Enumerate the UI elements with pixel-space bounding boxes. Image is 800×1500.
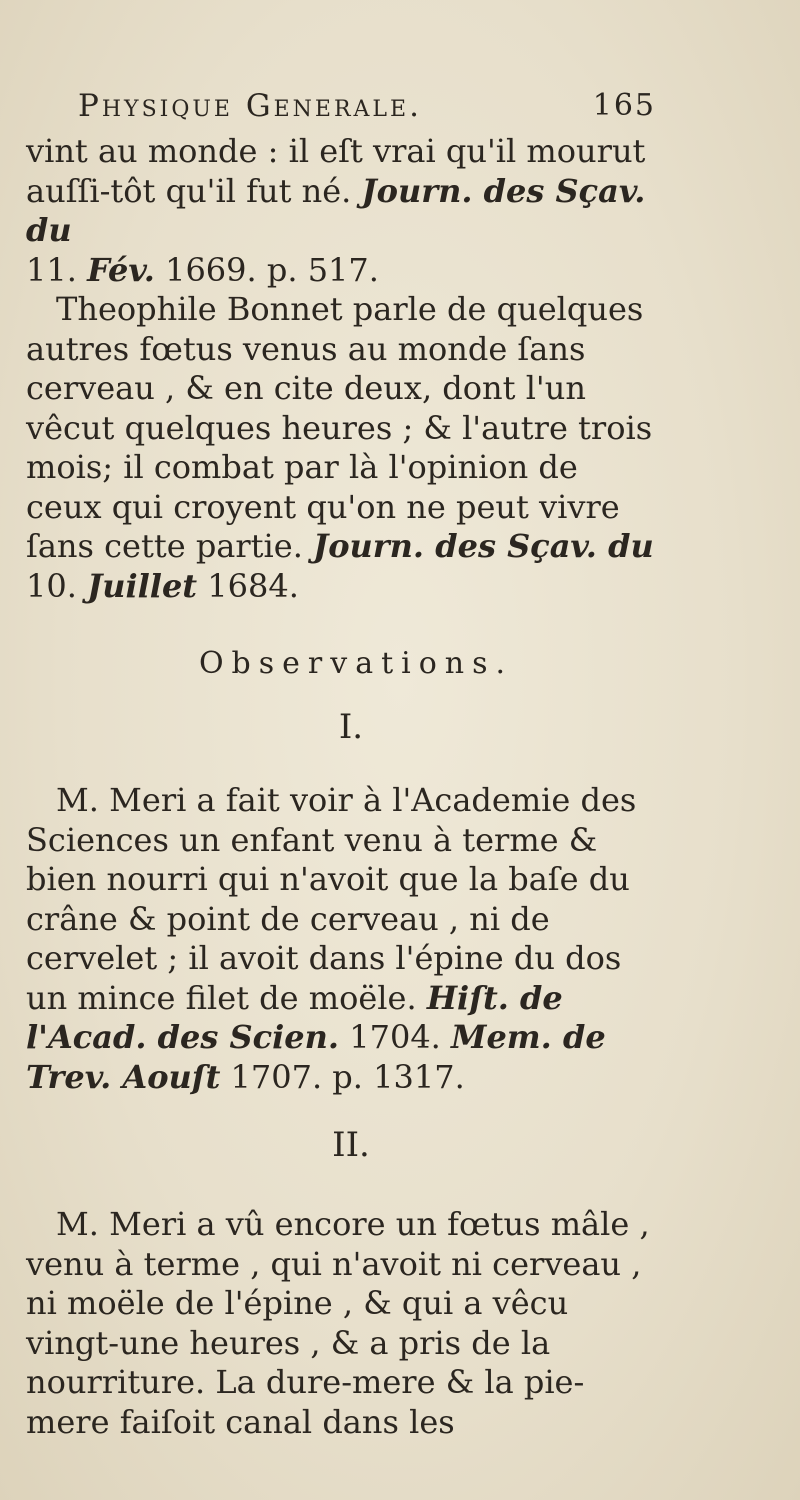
memoirs-reference: Mem. de Trev. Aouſt bbox=[26, 1018, 606, 1096]
observation-number: I. bbox=[338, 707, 364, 747]
paragraph-bonnet: Theophile Bonnet parle de quelques autres fœtus venus au monde ſans cerveau , & en cite deux, dont l'un vêcut quelques heures ; & l'autre trois mois; il combat par là l'opinion de ceux qui croyent qu'on ne peut vivre ſans cette partie. Journ. des Sçav. du 10. Juillet 1684. bbox=[26, 290, 654, 605]
journal-reference-month: Juillet bbox=[87, 566, 198, 605]
section-title: Observations. bbox=[198, 646, 514, 681]
observation-paragraph: M. Meri a fait voir à l'Academie des Sciences un enfant venu à terme & bien nourri qui n'avoit que la baſe du crâne & point de cerveau , ni de cervelet ; il avoit dans l'épine du dos un mince filet de moële. Hiſt. de l'Acad. des Scien. 1704. Mem. de Trev. Aouſt 1707. p. 1317. bbox=[26, 781, 637, 1096]
text-block bbox=[26, 88, 656, 1442]
running-header bbox=[26, 88, 656, 132]
journal-reference-month: Fév. bbox=[87, 250, 155, 289]
history-reference: Hiſt. de l'Acad. des Scien. bbox=[26, 978, 563, 1056]
observation-paragraph: M. Meri a vû encore un fœtus mâle , venu à terme , qui n'avoit ni cerveau , ni moële de l'épine , & qui a vêcu vingt-une heures , & a pris de la nourriture. La dure-mere & la pie-mere faiſoit canal dans les bbox=[26, 1205, 650, 1441]
observation-number: II. bbox=[332, 1125, 370, 1165]
page-number: 165 bbox=[592, 88, 656, 123]
journal-reference: Journ. des Sçav. du bbox=[26, 171, 646, 249]
journal-reference: Journ. des Sçav. du bbox=[313, 527, 654, 565]
running-title: Physique Generale. bbox=[78, 88, 422, 124]
paragraph-continued: vint au monde : il eſt vrai qu'il mourut auſſi-tôt qu'il fut né. Journ. des Sçav. du 11. Fév. 1669. p. 517. bbox=[26, 132, 646, 289]
